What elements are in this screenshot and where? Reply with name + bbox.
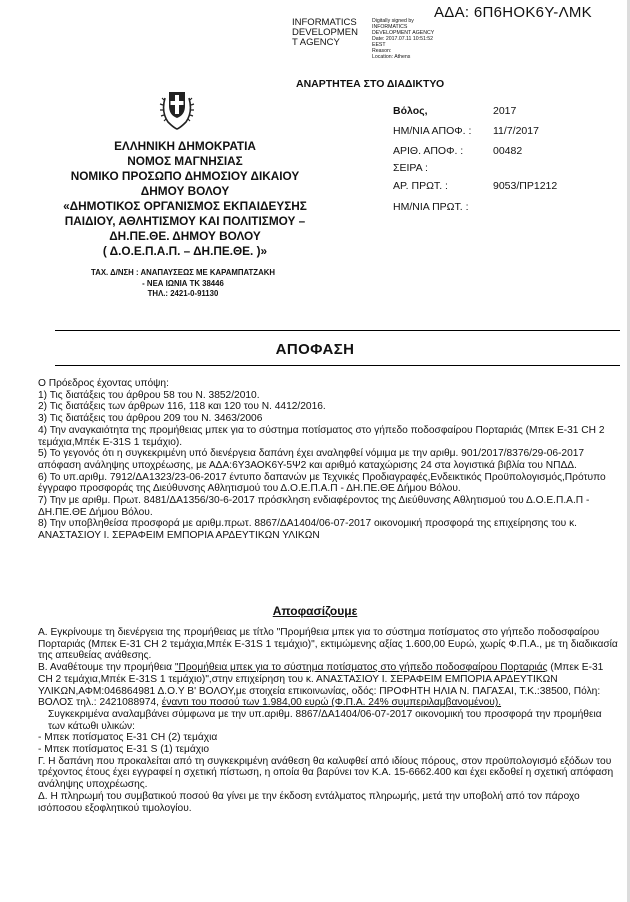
decision-date-value: 11/7/2017 [493, 125, 539, 137]
organization-address: ΤΑΧ. Δ/ΝΣΗ : ΑΝΑΠΑΥΣΕΩΣ ΜΕ ΚΑΡΑΜΠΑΤΖΑΚΗ - ΝΕΑ ΙΩΝΙΑ ΤΚ 38446 ΤΗΛ.: 2421-0-91130 [91, 268, 275, 298]
consideration-item: 1) Τις διατάξεις του άρθρου 58 του Ν. 3852/2010. [38, 389, 260, 401]
decision-body [38, 627, 618, 814]
document-title: ΑΠΟΦΑΣΗ [275, 341, 355, 358]
decision-item: - Μπεκ ποτίσματος Ε-31 S (1) τεμάχιο [38, 744, 210, 756]
year-value: 2017 [493, 105, 517, 117]
decision-paragraph-d: Δ. Η πληρωμή του συμβατικού ποσού θα γίνει με την έκδοση εντάλματος πληρωμής, μετά την υποβολή από τον πάροχο ισόποσου εξοφλητικού τιμολογίου. [38, 790, 580, 814]
publish-online-notice: ΑΝΑΡΤΗΤΕΑ ΣΤΟ ΔΙΑΔΙΚΤΥΟ [296, 78, 445, 90]
consideration-item: 4) Την αναγκαιότητα της προμήθειας μπεκ για το σύστημα ποτίσματος στο γήπεδο ποδοσφαίρου Πορταριάς (Μπεκ Ε-31 CH 2 τεμάχια,Μπέκ Ε-31S 1 τεμάχιο). [38, 424, 605, 448]
consideration-item: 5) Το γεγονός ότι η συγκεκριμένη υπό διενέργεια δαπάνη έχει αναληφθεί νόμιμα με την αριθμ. 901/2017/8376/29-06-2017 απόφαση ανάληψης υποχρέωσης, με ΑΔΑ:6Υ3ΑΟΚ6Υ-5Ψ2 και αριθμό καταχώρισης 24 στα λογιστικά βιβλία του ΝΠΔΔ. [38, 448, 585, 471]
consideration-item: 6) Το υπ.αριθμ. 7912/ΔΑ1323/23-06-2017 έντυπο δαπανών με Τεχνικές Προδιαγραφές,Ενδεικτικός Προϋπολογισμός,Πρότυπο έγγραφο προσφοράς της Διεύθυνσης Αθλητισμού του Δ.Ο.Ε.Π.Α.Π - ΔΗ.ΠΕ.ΘΕ Δήμου Βόλου. [38, 471, 606, 495]
issuing-organization: ΕΛΛΗΝΙΚΗ ΔΗΜΟΚΡΑΤΙΑ ΝΟΜΟΣ ΜΑΓΝΗΣΙΑΣ ΝΟΜΙΚΟ ΠΡΟΣΩΠΟ ΔΗΜΟΣΙΟΥ ΔΙΚΑΙΟΥ ΔΗΜΟΥ ΒΟΛΟΥ «ΔΗΜΟΤΙΚΟΣ ΟΡΓΑΝΙΣΜΟΣ ΕΚΠΑΙΔΕΥΣΗΣ ΠΑΙΔΙΟΥ, ΑΘΛΗΤΙΣΜΟΥ ΚΑΙ ΠΟΛΙΤΙΣΜΟΥ – ΔΗ.ΠΕ.ΘΕ. ΔΗΜΟΥ ΒΟΛΟΥ ( Δ.Ο.Ε.Π.Α.Π. – ΔΗ.ΠΕ.ΘΕ. )» [63, 139, 307, 258]
procurement-title: "Προμήθεια μπεκ για το σύστημα ποτίσματος στο γήπεδο ποδοσφαίρου Πορταριάς [174, 662, 548, 674]
award-amount: έναντι του ποσού των 1.984,00 ευρώ (Φ.Π.Α. 24% συμπεριλαμβανομένου). [161, 697, 502, 709]
considerations-intro: Ο Πρόεδρος έχοντας υπόψη: [38, 378, 169, 389]
protocol-number-value: 9053/ΠΡ1212 [493, 180, 558, 192]
protocol-date-label: ΗΜ/ΝΙΑ ΠΡΩΤ. : [393, 201, 469, 213]
title-rule-bottom [55, 365, 620, 366]
title-rule-top [55, 330, 620, 331]
decision-items-intro: Συγκεκριμένα αναλαμβάνει σύμφωνα με την υπ.αριθμ. 8867/ΔΑ1404/06-07-2017 οικονομική του προσφορά την προμήθεια των κάτωθι υλικών: [48, 708, 602, 732]
decision-paragraph-a: Α. Εγκρίνουμε τη διενέργεια της προμήθειας με τίτλο "Προμήθεια μπεκ για το σύστημα ποτίσματος στο γήπεδο ποδοσφαίρου Πορταριάς (Μπεκ Ε-31 CH 2 τεμάχια,Μπέκ Ε-31S 1 τεμάχιο)", εκτιμώμενης αξίας 1.600,00 Ευρώ, χωρίς Φ.Π.Α., με τη διαδικασία της απευθείας ανάθεσης. [38, 627, 618, 662]
signature-details: Digitally signed by INFORMATICS DEVELOPMENT AGENCY Date: 2017.07.11 10:51:52 EEST Reason: Location: Athens [372, 18, 435, 60]
considerations [38, 378, 618, 542]
decision-paragraph-b: Β. Αναθέτουμε την προμήθεια "Προμήθεια μπεκ για το σύστημα ποτίσματος στο γήπεδο ποδοσφαίρου Πορταριάς (Μπεκ Ε-31 CH 2 τεμάχια,Μπέκ Ε-31S 1 τεμάχιο)",στην επιχείρηση του κ. ΑΝΑΣΤΑΣΙΟΥ Ι. ΣΕΡΑΦΕΙΜ ΕΜΠΟΡΙΑ ΑΡΔΕΥΤΙΚΩΝ ΥΛΙΚΩΝ,ΑΦΜ:046864981 Δ.Ο.Υ Β' ΒΟΛΟΥ,με στοιχεία επικοινωνίας, οδός: ΠΡΟΦΗΤΗ ΗΛΙΑ Ν. ΠΑΓΑΣΑΙ, Τ.Κ.:38500, Πόλη: ΒΟΛΟΣ τηλ.: 2421088974, έναντι του ποσού των 1.984,00 ευρώ (Φ.Π.Α. 24% συμπεριλαμβανομένου). [38, 662, 604, 709]
decision-number-value: 00482 [493, 145, 523, 157]
decision-paragraph-g: Γ. Η δαπάνη που προκαλείται από τη συγκεκριμένη ανάθεση θα καλυφθεί από ιδίους πόρους, στον προϋπολογισμό εξόδων του τρέχοντος έτους έχει εγγραφεί η σχετική πίστωση, η οποία θα βαρύνει τον Κ.Α. 15-6662.400 και έχει εκδοθεί η σχετική απόφαση ανάληψης υποχρέωσης. [38, 755, 614, 791]
decision-date-label: ΗΜ/ΝΙΑ ΑΠΟΦ. : [393, 125, 472, 137]
series-label: ΣΕΙΡΑ : [393, 162, 428, 174]
consideration-item: 8) Την υποβληθείσα προσφορά με αριθμ.πρωτ. 8867/ΔΑ1404/06-07-2017 οικονομική προσφορά της επιχείρησης του κ. ΑΝΑΣΤΑΣΙΟΥ Ι. ΣΕΡΑΦΕΙΜ ΕΜΠΟΡΙΑ ΑΡΔΕΥΤΙΚΩΝ ΥΛΙΚΩΝ [38, 518, 578, 542]
decision-metadata [393, 105, 613, 215]
consideration-item: 2) Τις διατάξεις των άρθρων 116, 118 και 120 του Ν. 4412/2016. [38, 401, 326, 413]
city-label: Βόλος, [393, 105, 428, 117]
decision-item: - Μπεκ ποτίσματος Ε-31 CH (2) τεμάχια [38, 732, 218, 744]
protocol-number-label: ΑΡ. ΠΡΩΤ. : [393, 180, 448, 192]
decision-heading: Αποφασίζουμε [272, 604, 358, 618]
greek-emblem-icon [158, 84, 196, 130]
consideration-item: 3) Τις διατάξεις του άρθρου 209 του Ν. 3463/2006 [38, 413, 263, 425]
decision-number-label: ΑΡΙΘ. ΑΠΟΦ. : [393, 145, 464, 157]
signature-organization: INFORMATICS DEVELOPMEN T AGENCY [292, 17, 358, 48]
consideration-item: 7) Την με αριθμ. Πρωτ. 8481/ΔΑ1356/30-6-2017 πρόσκληση ενδιαφέροντος της Διεύθυνσης Αθλητισμού του Δ.Ο.Ε.Π.Α.Π - ΔΗ.ΠΕ.ΘΕ Δήμου Βόλου. [38, 495, 590, 518]
ada-code: ΑΔΑ: 6Π6ΗΟΚ6Υ-ΛΜΚ [434, 4, 592, 21]
